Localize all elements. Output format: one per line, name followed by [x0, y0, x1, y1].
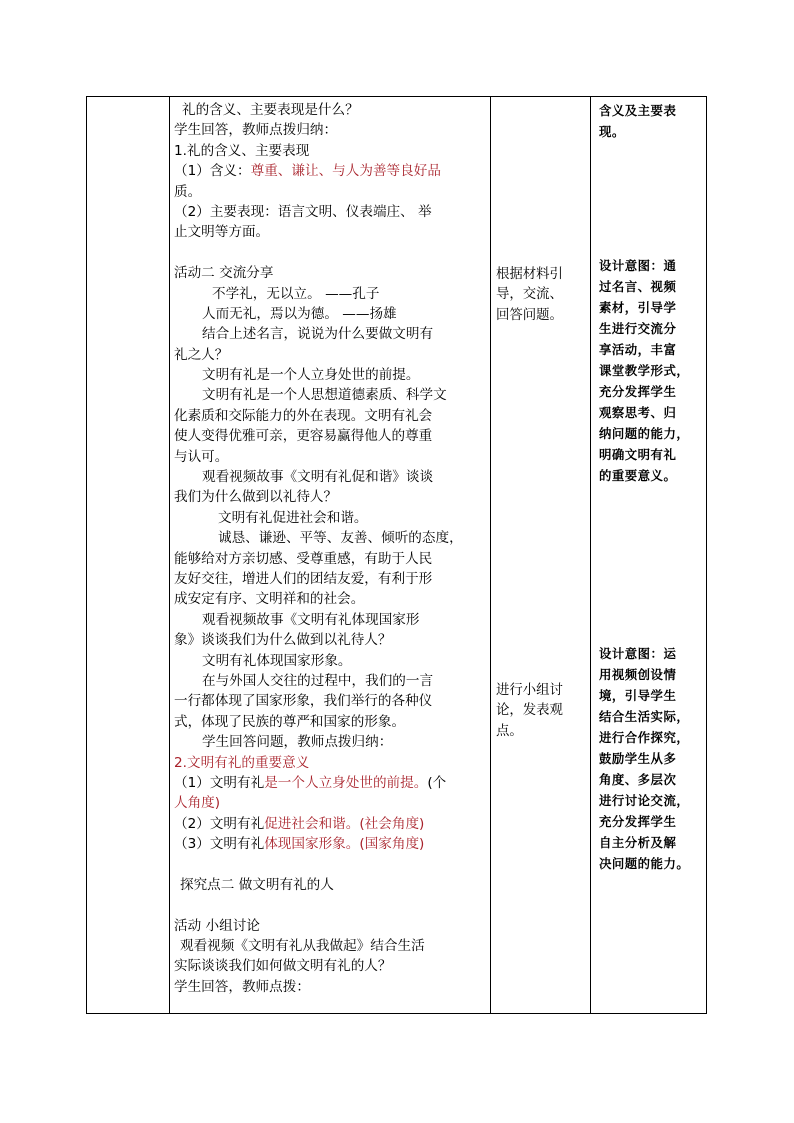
text-line [174, 365, 483, 385]
text-line: 明确文明有礼 [599, 447, 677, 462]
text-line: 纳问题的能力， [599, 426, 690, 441]
text-run: 文明有礼是一个人思想道德素质、科学文 [202, 387, 447, 404]
text-run: 1.礼的含义、主要表现 [174, 142, 310, 159]
text-line [174, 936, 483, 956]
text-line [174, 284, 483, 304]
text-line [174, 304, 483, 324]
text-run: 使人变得优雅可亲，更容易赢得他人的尊重 [174, 428, 433, 445]
text-line [174, 467, 483, 487]
text-run: 成安定有序、文明祥和的社会。 [174, 591, 365, 608]
text-line: 进行小组讨 [496, 683, 563, 698]
text-line: 课堂教学形式， [599, 363, 690, 378]
text-line: 素材，引导学 [599, 300, 677, 315]
text-run: 学生回答，教师点拨归纳： [174, 122, 338, 139]
text-run: 与认可。 [174, 448, 229, 465]
student-activity-block-2 [491, 681, 589, 742]
text-line: 点。 [496, 723, 523, 739]
text-line [174, 447, 483, 467]
text-line: 自主分析及解 [599, 835, 677, 850]
text-line: 充分发挥学生 [599, 384, 677, 399]
text-run: 能够给对方亲切感、受尊重感，有助于人民 [174, 550, 433, 567]
text-line: 用视频创设情 [599, 667, 677, 682]
text-line [174, 793, 483, 813]
lesson-plan-table [86, 96, 707, 1014]
text-run: 活动二 交流分享 [174, 265, 274, 282]
text-run: 文明有礼是一个人立身处世的前提。 [202, 367, 420, 384]
text-line [174, 732, 483, 752]
text-line: 进行讨论交流， [599, 793, 690, 808]
text-line [174, 753, 483, 773]
text-line [174, 610, 483, 630]
text-run: 诚恳、谦逊、平等、友善、倾听的态度， [218, 530, 463, 547]
text-line [174, 549, 483, 569]
highlight-text: 促进社会和谐。(社会角度) [264, 815, 425, 832]
text-line: 过名言、视频 [599, 279, 677, 294]
text-line: 鼓励学生从多 [599, 751, 677, 766]
column-divider [590, 97, 591, 1013]
text-line [174, 712, 483, 732]
text-run: 实际谈谈我们如何做文明有礼的人？ [174, 958, 392, 975]
text-run: 观看视频故事《文明有礼体现国家形 [202, 611, 420, 628]
text-run: 化素质和交际能力的外在表现。文明有礼会 [174, 407, 433, 424]
text-line [174, 569, 483, 589]
highlight-text: 体现国家形象。(国家角度) [264, 836, 425, 853]
text-line: 回答问题。 [496, 307, 563, 323]
text-run: 礼的含义、主要表现是什么？ [182, 102, 359, 118]
text-run: 不学礼，无以立。 ——孔子 [212, 285, 380, 302]
text-line [174, 202, 483, 222]
text-line: 的重要意义。 [599, 468, 677, 483]
text-run: 友好交往，增进人们的团结友爱，有利于形 [174, 570, 433, 587]
text-line [174, 691, 483, 711]
text-run: 文明有礼体现国家形象。 [202, 652, 352, 669]
text-run: 文明有礼促进社会和谐。 [218, 509, 368, 526]
text-run: 观看视频故事《文明有礼促和谐》谈谈 [202, 469, 434, 486]
text-run: 一行都体现了国家形象，我们举行的各种仪 [174, 693, 433, 710]
text-line: 现。 [599, 124, 625, 139]
text-line: 论，发表观 [496, 703, 563, 719]
text-line: 导，交流、 [496, 287, 563, 303]
text-line [174, 100, 483, 120]
text-run: 象》谈谈我们为什么做到以礼待人？ [174, 632, 392, 649]
text-run: 质。 [174, 183, 202, 200]
text-line: 决问题的能力。 [599, 856, 690, 871]
text-line [174, 487, 483, 507]
column-divider [490, 97, 491, 1013]
text-line [174, 651, 483, 671]
design-intent-block-3 [591, 643, 706, 874]
text-run: （1）文明有礼 [174, 774, 265, 791]
text-line: 充分发挥学生 [599, 814, 677, 829]
text-line [174, 671, 483, 691]
text-line [174, 263, 483, 283]
text-run: 在与外国人交往的过程中，我们的一言 [202, 672, 434, 689]
highlight-text: 尊重、谦让、与人为善等良好品 [250, 163, 441, 180]
text-line [174, 345, 483, 365]
design-intent-block-1 [591, 100, 706, 142]
text-line: 设计意图：通 [599, 258, 677, 273]
text-line: 结合生活实际， [599, 709, 690, 724]
text-run: 止文明等方面。 [174, 224, 270, 241]
teaching-process-column [169, 97, 489, 997]
highlight-text: 人角度) [174, 795, 221, 812]
text-run: 学生回答，教师点拨： [174, 978, 310, 995]
text-run: 我们为什么做到以礼待人？ [174, 489, 338, 506]
text-run: 结合上述名言，说说为什么要做文明有 [202, 326, 434, 343]
text-line [174, 977, 483, 997]
text-run: （2）文明有礼 [174, 815, 265, 832]
text-run: 探究点二 做文明有礼的人 [180, 876, 334, 893]
text-line [174, 182, 483, 202]
student-activity-block-1 [491, 265, 589, 326]
text-line [174, 222, 483, 242]
text-line [174, 324, 483, 344]
highlight-text: 是一个人立身处世的前提。 [264, 774, 428, 791]
text-run: (个 [427, 774, 447, 791]
text-line [174, 895, 483, 915]
design-intent-block-2 [591, 255, 706, 486]
text-run: （2）主要表现：语言文明、仪表端庄、 举 [174, 203, 432, 220]
text-line: 生进行交流分 [599, 321, 677, 336]
text-line: 享活动，丰富 [599, 342, 677, 357]
text-line [174, 406, 483, 426]
text-run: 人而无礼，焉以为德。 ——扬雄 [202, 305, 397, 322]
text-line: 进行合作探究， [599, 730, 690, 745]
text-run: （3）文明有礼 [174, 836, 265, 853]
text-run: 礼之人？ [174, 346, 229, 363]
text-line [174, 875, 483, 895]
text-line [174, 243, 483, 263]
text-line [174, 916, 483, 936]
text-line [174, 161, 483, 181]
text-run: （1）含义： [174, 163, 251, 180]
text-line: 设计意图：运 [599, 646, 677, 661]
text-run: 活动 小组讨论 [174, 917, 260, 934]
text-line: 观察思考、归 [599, 405, 677, 420]
text-line: 境，引导学生 [599, 688, 677, 703]
text-line [174, 120, 483, 140]
text-line [174, 773, 483, 793]
highlight-text: 2.文明有礼的重要意义 [174, 754, 310, 771]
text-run: 学生回答问题，教师点拨归纳： [202, 734, 393, 751]
text-line [174, 834, 483, 854]
text-line [174, 854, 483, 874]
text-line [174, 528, 483, 548]
text-run: 式，体现了民族的尊严和国家的形象。 [174, 713, 406, 730]
text-line [174, 141, 483, 161]
text-line [174, 508, 483, 528]
text-line [174, 385, 483, 405]
text-line [174, 630, 483, 650]
text-line [174, 814, 483, 834]
text-run: 观看视频《文明有礼从我做起》结合生活 [180, 938, 425, 955]
text-line [174, 956, 483, 976]
text-line: 含义及主要表 [599, 103, 677, 118]
text-line [174, 589, 483, 609]
text-line: 角度、多层次 [599, 772, 677, 787]
text-line: 根据材料引 [496, 267, 563, 282]
text-line [174, 426, 483, 446]
